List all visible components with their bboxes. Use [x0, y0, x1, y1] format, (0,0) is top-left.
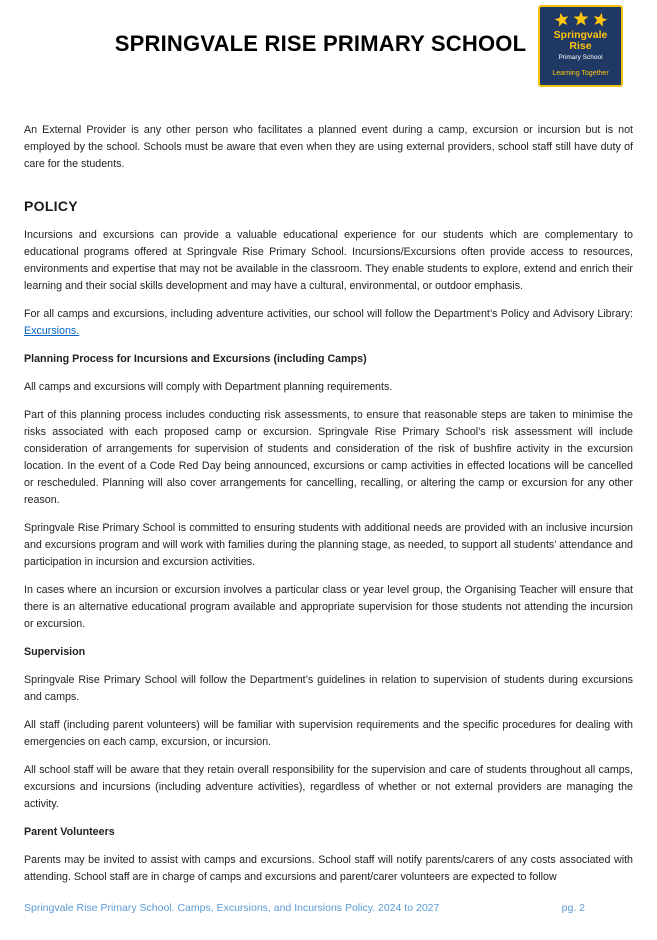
logo-subtitle: Primary School	[558, 54, 603, 61]
planning-paragraph-3: Springvale Rise Primary School is committed to ensuring students with additional needs are provided with an inclusive incursion and excursions program and will work with families during the planning stage, as needed, to support all students’ attendance and participation in incursion and excursion activities.	[24, 522, 633, 568]
planning-paragraph-4: In cases where an incursion or excursion involves a particular class or year level group, the Organising Teacher will ensure that there is an alternative educational program available and appropriate supervision for those students not attending the incursion or excursion.	[24, 584, 633, 630]
planning-paragraph-1: All camps and excursions will comply with Department planning requirements.	[24, 381, 393, 393]
policy-intro-paragraph: Incursions and excursions can provide a valuable educational experience for our students which are complementary to educational programs offered at Springvale Rise Primary School. Incursions/Excursions often provide access to resources, environments and expertise that may not be available in the classroom. They enable students to explore, extend and enrich their learning and their social skills development and may have a cultural, environmental, or outdoor emphasis.	[24, 229, 633, 292]
supervision-paragraph-1: Springvale Rise Primary School will follow the Department’s guidelines in relation to supervision of students during excursions and camps.	[24, 674, 633, 703]
document-footer	[24, 901, 585, 916]
parent-volunteers-paragraph: Parents may be invited to assist with camps and excursions. School staff will notify parents/carers of any costs associated with attending. School staff are in charge of camps and excursions and parent/carer volunteers are expected to follow	[24, 854, 633, 883]
footer-page-number: pg. 2	[561, 902, 585, 914]
logo-name-line2: Rise	[569, 40, 592, 52]
supervision-paragraph-2: All staff (including parent volunteers) will be familiar with supervision requirements and the specific procedures for dealing with emergencies on each camp, excursion, or incursion.	[24, 719, 633, 748]
school-logo	[538, 5, 623, 87]
document-body	[0, 122, 657, 886]
policy-heading: POLICY	[24, 198, 78, 214]
logo-tagline: Learning Together	[552, 70, 609, 77]
excursions-link[interactable]: Excursions.	[24, 325, 80, 337]
planning-process-heading: Planning Process for Incursions and Excursions (including Camps)	[24, 353, 367, 365]
logo-name-line1: Springvale	[553, 29, 608, 41]
footer-document-title: Springvale Rise Primary School. Camps, Excursions, and Incursions Policy. 2024 to 2027	[24, 902, 440, 914]
supervision-paragraph-3: All school staff will be aware that they retain overall responsibility for the supervision and care of students throughout all camps, excursions and incursions (including adventure activities), regardless of whether or not external providers are managing the activity.	[24, 764, 633, 810]
parent-volunteers-heading: Parent Volunteers	[24, 826, 115, 838]
planning-paragraph-2: Part of this planning process includes conducting risk assessments, to ensure that reasonable steps are taken to minimise the risks associated with each proposed camp or excursion. Springvale Rise Primary School’s risk assessment will include consideration of arrangements for supervision of students and consideration of the risk of bushfire activity in the excursion location. In the event of a Code Red Day being announced, excursions or camp activities in effected locations will be cancelled or rescheduled. Planning will also cover arrangements for cancelling, recalling, or altering the camp or excursion for any other reason.	[24, 409, 633, 506]
library-paragraph	[24, 306, 633, 340]
page-title: SPRINGVALE RISE PRIMARY SCHOOL	[114, 31, 527, 56]
intro-paragraph: An External Provider is any other person who facilitates a planned event during a camp, excursion or incursion but is not employed by the school. Schools must be aware that even when they are using external providers, school staff still have duty of care for the students.	[24, 124, 633, 170]
logo-stars-icon	[540, 10, 621, 30]
library-text: For all camps and excursions, including adventure activities, our school will follow the Department’s Policy and Advisory Library:	[24, 308, 633, 320]
supervision-heading: Supervision	[24, 646, 86, 658]
document-header	[0, 0, 657, 90]
